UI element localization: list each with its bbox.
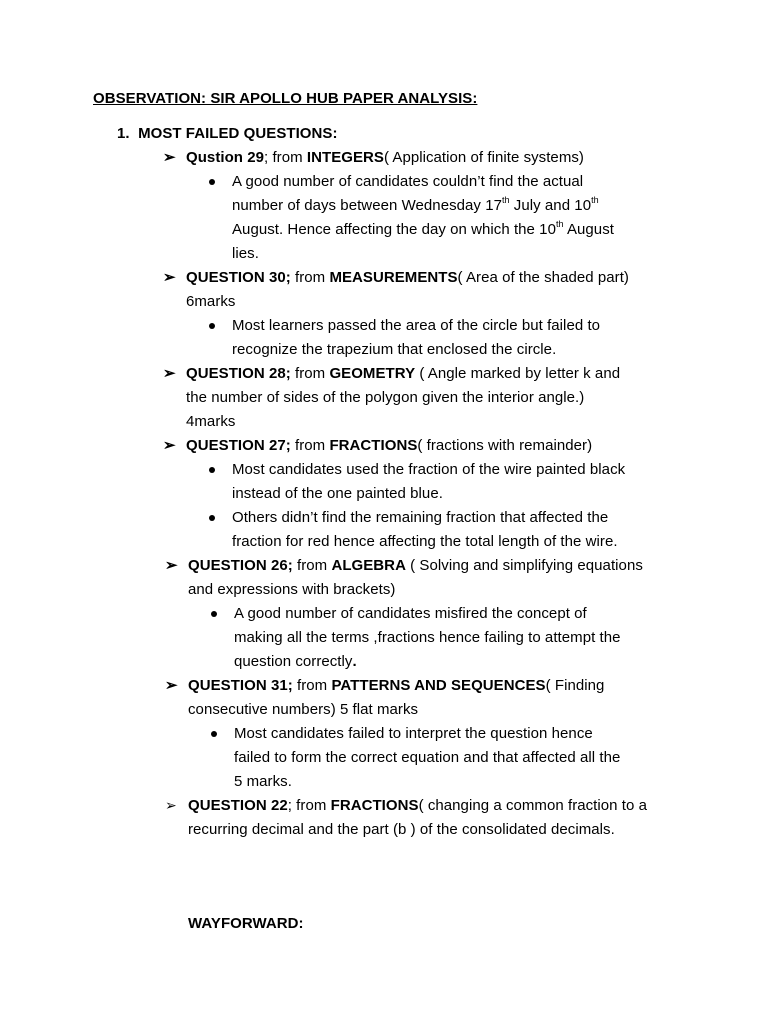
section-title: MOST FAILED QUESTIONS:	[138, 125, 338, 142]
question-27-heading	[186, 436, 592, 456]
question-31-line-2: consecutive numbers) 5 flat marks	[188, 701, 419, 718]
arrow-bullet-icon: ➢	[165, 677, 178, 694]
topic-label: FRACTIONS	[329, 437, 418, 454]
topic-label: FRACTIONS	[330, 797, 419, 814]
topic-label: INTEGERS	[306, 149, 384, 166]
question-22-heading	[188, 796, 647, 816]
question-label: Qustion 29	[186, 149, 265, 166]
question-28-marks: 4marks	[186, 413, 236, 430]
arrow-bullet-icon: ➢	[163, 437, 176, 454]
arrow-bullet-icon: ➢	[163, 365, 176, 382]
text: ( Finding	[545, 677, 605, 694]
text: from	[290, 437, 330, 454]
question-22-line-2: recurring decimal and the part (b ) of the consolidated decimals.	[188, 821, 615, 838]
question-label: QUESTION 30;	[186, 269, 291, 286]
question-29-heading	[186, 148, 584, 168]
q31-note-line-1: Most candidates failed to interpret the question hence	[234, 725, 593, 742]
text: from	[290, 269, 330, 286]
section-number: 1.	[117, 125, 130, 142]
superscript: th	[555, 219, 564, 229]
question-30-marks: 6marks	[186, 293, 236, 310]
q31-note-line-2: failed to form the correct equation and that affected all the	[234, 749, 621, 766]
bullet-dot-icon	[209, 467, 215, 473]
superscript: th	[591, 195, 599, 205]
arrow-bullet-icon: ➢	[163, 269, 176, 286]
question-label: QUESTION 28;	[186, 365, 291, 382]
q30-note-line-1: Most learners passed the area of the circle but failed to	[232, 317, 601, 334]
text: number of days between Wednesday 17	[232, 197, 502, 214]
topic-label: GEOMETRY	[329, 365, 416, 382]
text: August	[563, 221, 614, 238]
q26-note-line-2: making all the terms ,fractions hence failing to attempt the	[234, 629, 621, 646]
section-heading	[117, 124, 338, 144]
question-31-heading	[188, 676, 604, 696]
text: from	[290, 365, 330, 382]
q27-note1-line-1: Most candidates used the fraction of the wire painted black	[232, 461, 626, 478]
bullet-dot-icon	[209, 515, 215, 521]
text: question correctly	[234, 653, 353, 670]
bullet-dot-icon	[209, 179, 215, 185]
q29-note-line-2	[232, 196, 599, 216]
arrow-bullet-icon: ➢	[163, 149, 176, 166]
question-30-heading	[186, 268, 629, 288]
document-title: OBSERVATION: SIR APOLLO HUB PAPER ANALYSIS:	[93, 90, 478, 107]
bullet-dot-icon	[211, 731, 217, 737]
question-label: QUESTION 31;	[188, 677, 293, 694]
q27-note2-line-1: Others didn’t find the remaining fraction that affected the	[232, 509, 609, 526]
question-26-heading	[188, 556, 643, 576]
question-26-line-2: and expressions with brackets)	[188, 581, 396, 598]
text: ; from	[287, 797, 331, 814]
q31-note-line-3: 5 marks.	[234, 773, 292, 790]
text: from	[292, 557, 332, 574]
bullet-dot-icon	[209, 323, 215, 329]
text: from	[292, 677, 332, 694]
question-label: QUESTION 26;	[188, 557, 293, 574]
topic-label: ALGEBRA	[331, 557, 406, 574]
text: ( changing a common fraction to a	[418, 797, 647, 814]
text: ( Solving and simplifying equations	[405, 557, 643, 574]
question-label: QUESTION 27;	[186, 437, 291, 454]
text: ( Application of finite systems)	[383, 149, 584, 166]
topic-label: MEASUREMENTS	[329, 269, 458, 286]
q29-note-line-3	[232, 220, 614, 240]
q26-note-line-3	[234, 652, 357, 672]
wayforward-heading: WAYFORWARD:	[188, 915, 304, 932]
q29-note-line-1: A good number of candidates couldn’t find the actual	[232, 173, 584, 190]
q29-note-line-4: lies.	[232, 245, 259, 262]
question-28-line-2: the number of sides of the polygon given the interior angle.)	[186, 389, 585, 406]
text: July and 10	[509, 197, 592, 214]
arrow-bullet-icon: ➢	[165, 557, 178, 574]
superscript: th	[501, 195, 510, 205]
q26-note-line-1: A good number of candidates misfired the concept of	[234, 605, 587, 622]
text: August. Hence affecting the day on which the 10	[232, 221, 556, 238]
q30-note-line-2: recognize the trapezium that enclosed the circle.	[232, 341, 557, 358]
text: ; from	[264, 149, 307, 166]
text: ( fractions with remainder)	[417, 437, 593, 454]
bullet-dot-icon	[211, 611, 217, 617]
text: ( Area of the shaded part)	[457, 269, 629, 286]
arrow-bullet-icon: ➢	[165, 797, 177, 813]
text: .	[352, 653, 357, 670]
text: ( Angle marked by letter k and	[415, 365, 621, 382]
topic-label: PATTERNS AND SEQUENCES	[331, 677, 546, 694]
q27-note1-line-2: instead of the one painted blue.	[232, 485, 443, 502]
question-label: QUESTION 22	[188, 797, 288, 814]
question-28-heading	[186, 364, 620, 384]
q27-note2-line-2: fraction for red hence affecting the total length of the wire.	[232, 533, 618, 550]
